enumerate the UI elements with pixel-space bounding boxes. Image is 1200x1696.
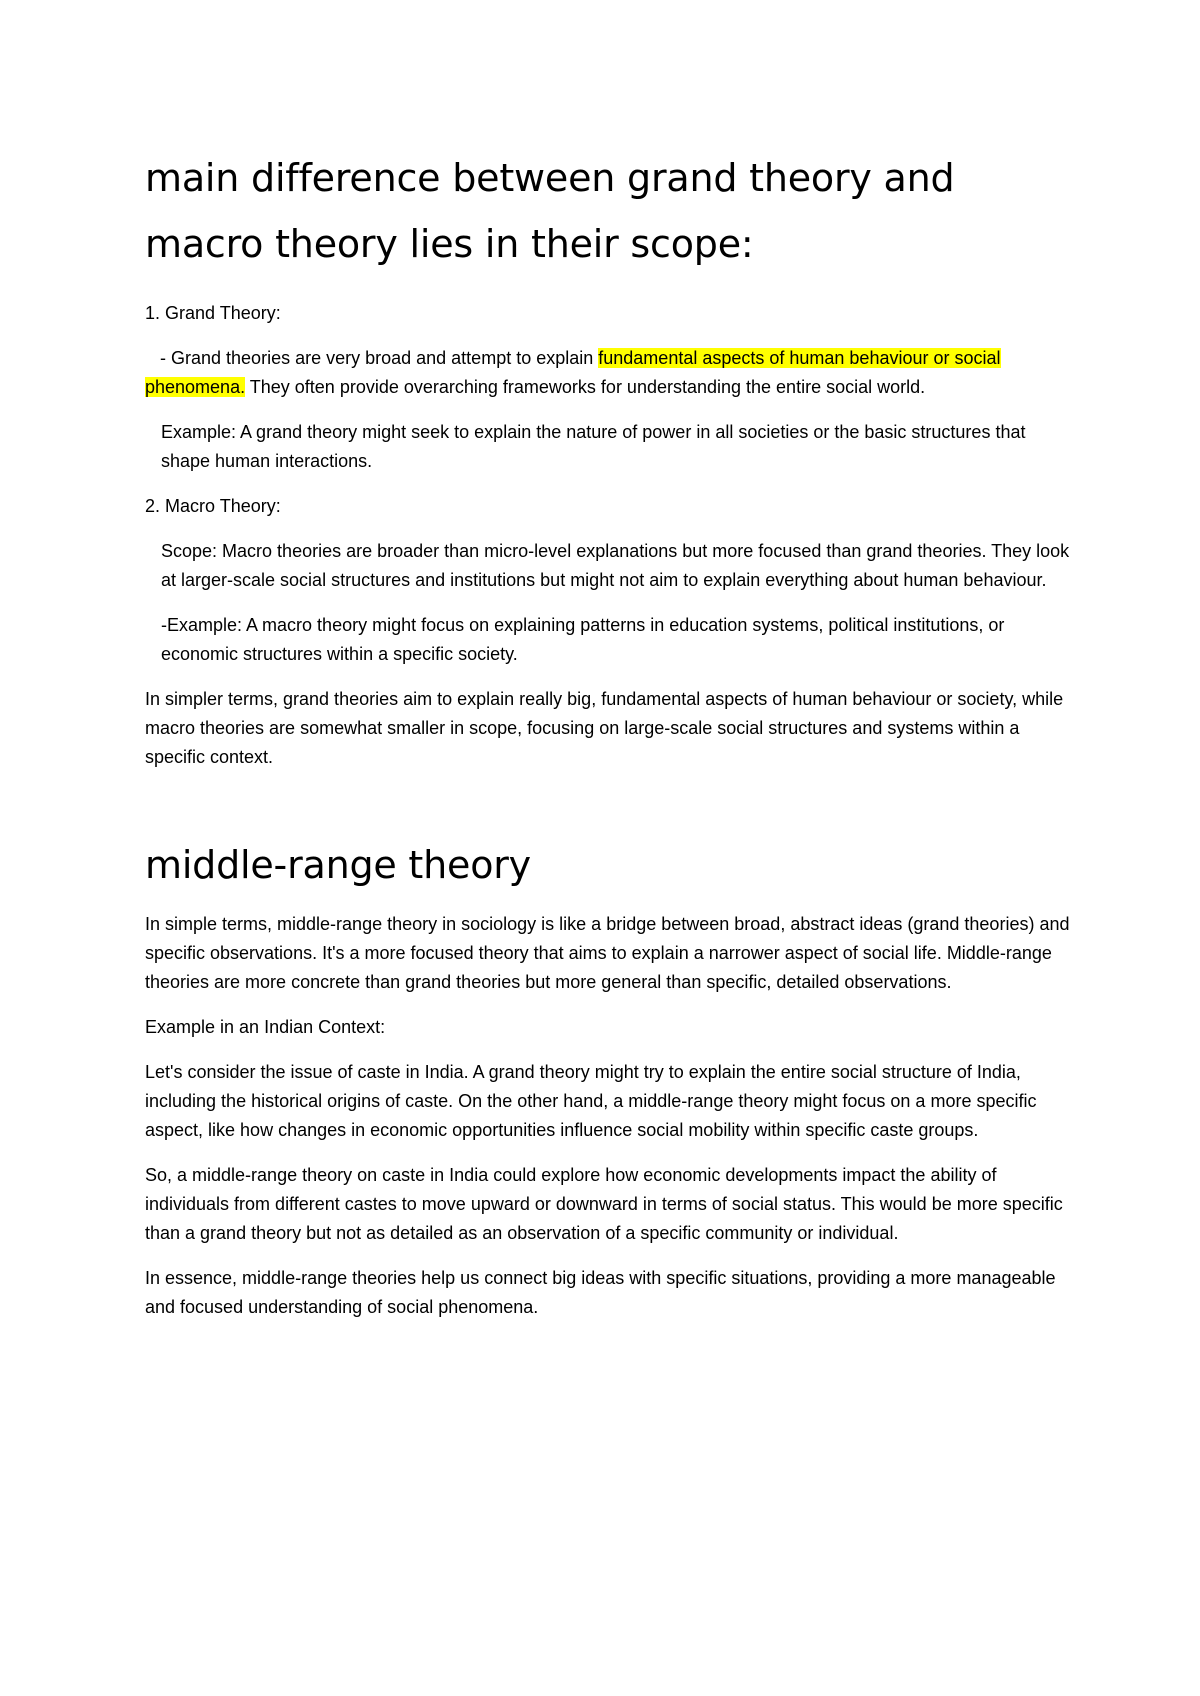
grand-theory-desc-prefix: - Grand theories are very broad and attempt to explain xyxy=(145,348,599,368)
grand-theory-desc-suffix: They often provide overarching frameworks for understanding the entire social world. xyxy=(245,377,926,397)
section-title-middle-range: middle-range theory xyxy=(145,843,531,887)
grand-theory-heading: 1. Grand Theory: xyxy=(145,303,281,323)
indian-context-example: Let's consider the issue of caste in India. A grand theory might try to explain the entire social structure of India, including the historical origins of caste. On the other hand, a middle-range theory might focus on a more specific aspect, like how changes in economic opportunities influence social mobility within specific caste groups. xyxy=(145,1062,1037,1140)
indian-context-heading: Example in an Indian Context: xyxy=(145,1017,386,1037)
macro-theory-example: -Example: A macro theory might focus on explaining patterns in education systems, political institutions, or economic structures within a specific society. xyxy=(161,615,1005,664)
highlighted-text: fundamental aspects of human behaviour or social phenomena. xyxy=(145,348,1001,397)
grand-theory-example: Example: A grand theory might seek to explain the nature of power in all societies or the basic structures that shape human interactions. xyxy=(161,422,1026,471)
indian-context-conclusion: So, a middle-range theory on caste in India could explore how economic developments impact the ability of individuals from different castes to move upward or downward in terms of social status. This would be more specific than a grand theory but not as detailed as an observation of a specific community or individual. xyxy=(145,1165,1063,1243)
middle-range-intro: In simple terms, middle-range theory in sociology is like a bridge between broad, abstract ideas (grand theories) and specific observations. It's a more focused theory that aims to explain a narrower aspect of social life. Middle-range theories are more concrete than grand theories but more general than specific, detailed observations. xyxy=(145,914,1070,992)
document-page xyxy=(145,145,1075,1338)
essence-paragraph: In essence, middle-range theories help us connect big ideas with specific situations, providing a more manageable and focused understanding of social phenomena. xyxy=(145,1268,1056,1317)
summary-paragraph: In simpler terms, grand theories aim to explain really big, fundamental aspects of human behaviour or society, while macro theories are somewhat smaller in scope, focusing on large-scale social structures and systems within a specific context. xyxy=(145,689,1064,767)
section-title-grand-vs-macro: main difference between grand theory and macro theory lies in their scope: xyxy=(145,156,955,266)
grand-theory-description xyxy=(145,344,1075,402)
macro-theory-heading: 2. Macro Theory: xyxy=(145,496,281,516)
macro-theory-scope: Scope: Macro theories are broader than micro-level explanations but more focused than grand theories. They look at larger-scale social structures and institutions but might not aim to explain everything about human behaviour. xyxy=(161,541,1070,590)
